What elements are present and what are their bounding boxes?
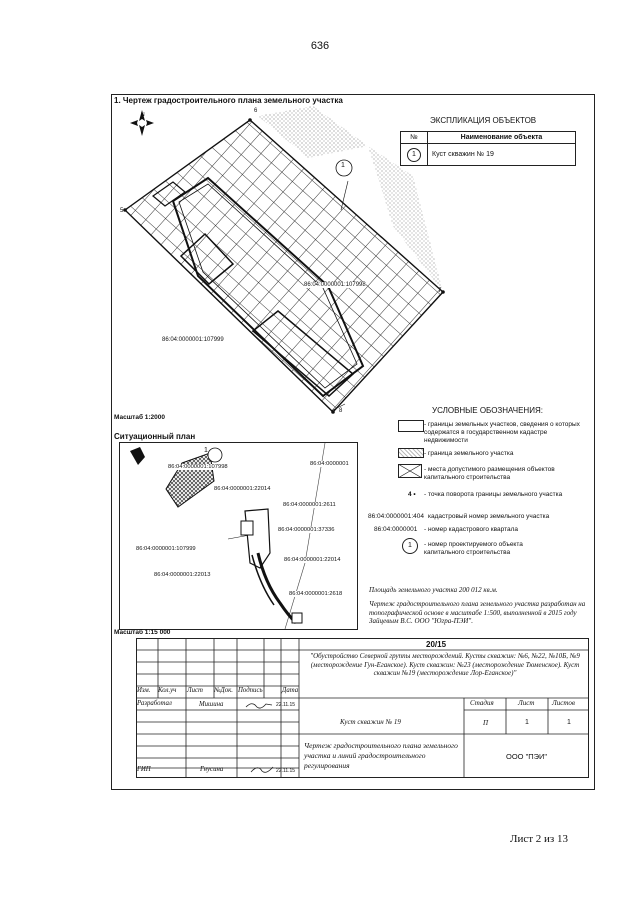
stamp-stage: П — [483, 719, 489, 727]
explication-row-no: 1 — [407, 148, 421, 162]
legend-cad-sample: 86:04:0000001:404 — [368, 513, 425, 520]
stamp-sheets: 1 — [567, 719, 571, 726]
stamp-header-2: Лист — [187, 687, 203, 694]
basis-note: Чертеж градостроительного плана земельного участка разработан на топографической основе в масштабе 1:500, выполненной в 2015 году Зайцевым В.С. ООО "Югра-ПЭИ". — [369, 600, 586, 625]
legend-item-boundary: - граница земельного участка — [424, 450, 514, 457]
legend-item-cadastre: - границы земельных участков, сведения о которых содержатся в государственном кадастре недвижимости — [424, 421, 580, 444]
stamp-company: ООО "ПЭИ" — [506, 752, 548, 761]
situation-plan-map — [120, 443, 357, 629]
stamp-developed-name: Мишина — [199, 701, 224, 708]
stamp-project: "Обустройство Северной группы месторождений. Кусты скважин: №6, №22, №10Б, №9 (месторождение Гун-Еганское). Куст скважин: №23 (месторождение Тюменское). Куст скважин №19 (месторождение Лор-Еганское)" — [310, 652, 580, 677]
explication-col-name: Наименование объекта — [428, 132, 576, 144]
legend-swatch-boundary — [398, 448, 424, 458]
parcel-label-a: 86:04:0000001:107998 — [304, 282, 366, 288]
legend-quarter-sample: 86:04:0000001 — [374, 526, 418, 533]
stamp-sheet: 1 — [525, 719, 529, 726]
stamp-header-0: Изм. — [137, 687, 151, 694]
legend-title: УСЛОВНЫЕ ОБОЗНАЧЕНИЯ: — [432, 406, 543, 415]
explication-title: ЭКСПЛИКАЦИЯ ОБЪЕКТОВ — [430, 116, 537, 125]
object-marker: 1 — [341, 162, 345, 169]
legend-item-permitted: - места допустимого размещения объектов капитального строительства — [424, 466, 555, 481]
situation-label-2: 86:04:0000001:22014 — [214, 486, 271, 492]
parcel-label-b: 86:04:0000001:107999 — [162, 337, 224, 343]
point-label-7: 7 — [438, 288, 442, 294]
stamp-header-3: №Док. — [214, 687, 234, 694]
main-plan-scale: Масштаб 1:2000 — [114, 414, 166, 421]
point-label-5: 5 — [120, 208, 124, 214]
legend-point-sample: 4 • — [408, 491, 416, 498]
stamp-drawing-title: Чертеж градостроительного плана земельного участка и линий градостроительного регулирования — [304, 741, 458, 770]
situation-label-4: 86:04:0000001:37336 — [278, 527, 335, 533]
stamp-sheets-label: Листов — [552, 699, 575, 707]
stamp-gip-label: ГИП — [137, 766, 151, 773]
stamp-sheet-label: Лист — [518, 699, 535, 707]
stamp-header-1: Кол.уч — [158, 687, 177, 694]
point-label-6: 6 — [254, 108, 258, 114]
area-note: Площадь земельного участка 200 012 кв.м. — [369, 586, 498, 594]
situation-title: Ситуационный план — [114, 432, 196, 441]
legend-item-quarter: - номер кадастрового квартала — [424, 526, 519, 533]
legend-swatch-cadastre — [398, 420, 424, 432]
stamp-stage-label: Стадия — [470, 699, 494, 707]
situation-marker: 1 — [204, 447, 208, 454]
situation-label-1: 86:04:0000001 — [310, 461, 349, 467]
situation-label-0: 86:04:0000001:107998 — [168, 464, 228, 470]
signature-icon — [248, 762, 276, 776]
situation-label-3: 86:04:0000001:2611 — [283, 502, 336, 508]
stamp-code: 20/15 — [426, 640, 447, 649]
legend-item-point: - точка поворота границы земельного участка — [424, 491, 563, 498]
svg-text:N: N — [141, 112, 145, 118]
explication-col-no: № — [401, 132, 428, 144]
situation-plan-frame — [119, 442, 358, 630]
situation-label-7: 86:04:0000001:22013 — [154, 572, 211, 578]
sheet-counter: Лист 2 из 13 — [510, 833, 569, 845]
stamp-developed-label: Разработал — [137, 700, 172, 707]
point-label-8: 8 — [339, 408, 343, 414]
stamp-object: Куст скважин № 19 — [340, 718, 401, 726]
explication-table — [400, 131, 576, 166]
situation-scale: Масштаб 1:15 000 — [114, 629, 171, 636]
stamp-header-4: Подпись — [238, 687, 263, 694]
page-number: 636 — [310, 40, 330, 52]
legend-item-object: - номер проектируемого объекта капитального строительства — [424, 541, 523, 556]
drawing-title: 1. Чертеж градостроительного плана земельного участка — [114, 96, 343, 105]
legend-object-sample: 1 — [402, 538, 418, 554]
signature-icon — [244, 700, 274, 710]
stamp-gip-name: Гнусина — [200, 766, 224, 773]
stamp-developed-date: 22.11.15 — [276, 702, 296, 708]
situation-label-5: 86:04:0000001:107999 — [136, 546, 196, 552]
stamp-gip-date: 22.11.15 — [276, 768, 296, 774]
legend-item-cad: кадастровый номер земельного участка — [428, 513, 550, 520]
explication-row-name: Куст скважин № 19 — [428, 144, 576, 166]
stamp-header-5: Дата — [282, 687, 299, 694]
legend-swatch-permitted — [398, 464, 422, 478]
situation-label-8: 86:04:0000001:2618 — [289, 591, 343, 597]
situation-label-6: 86:04:0000001:22014 — [284, 557, 341, 563]
